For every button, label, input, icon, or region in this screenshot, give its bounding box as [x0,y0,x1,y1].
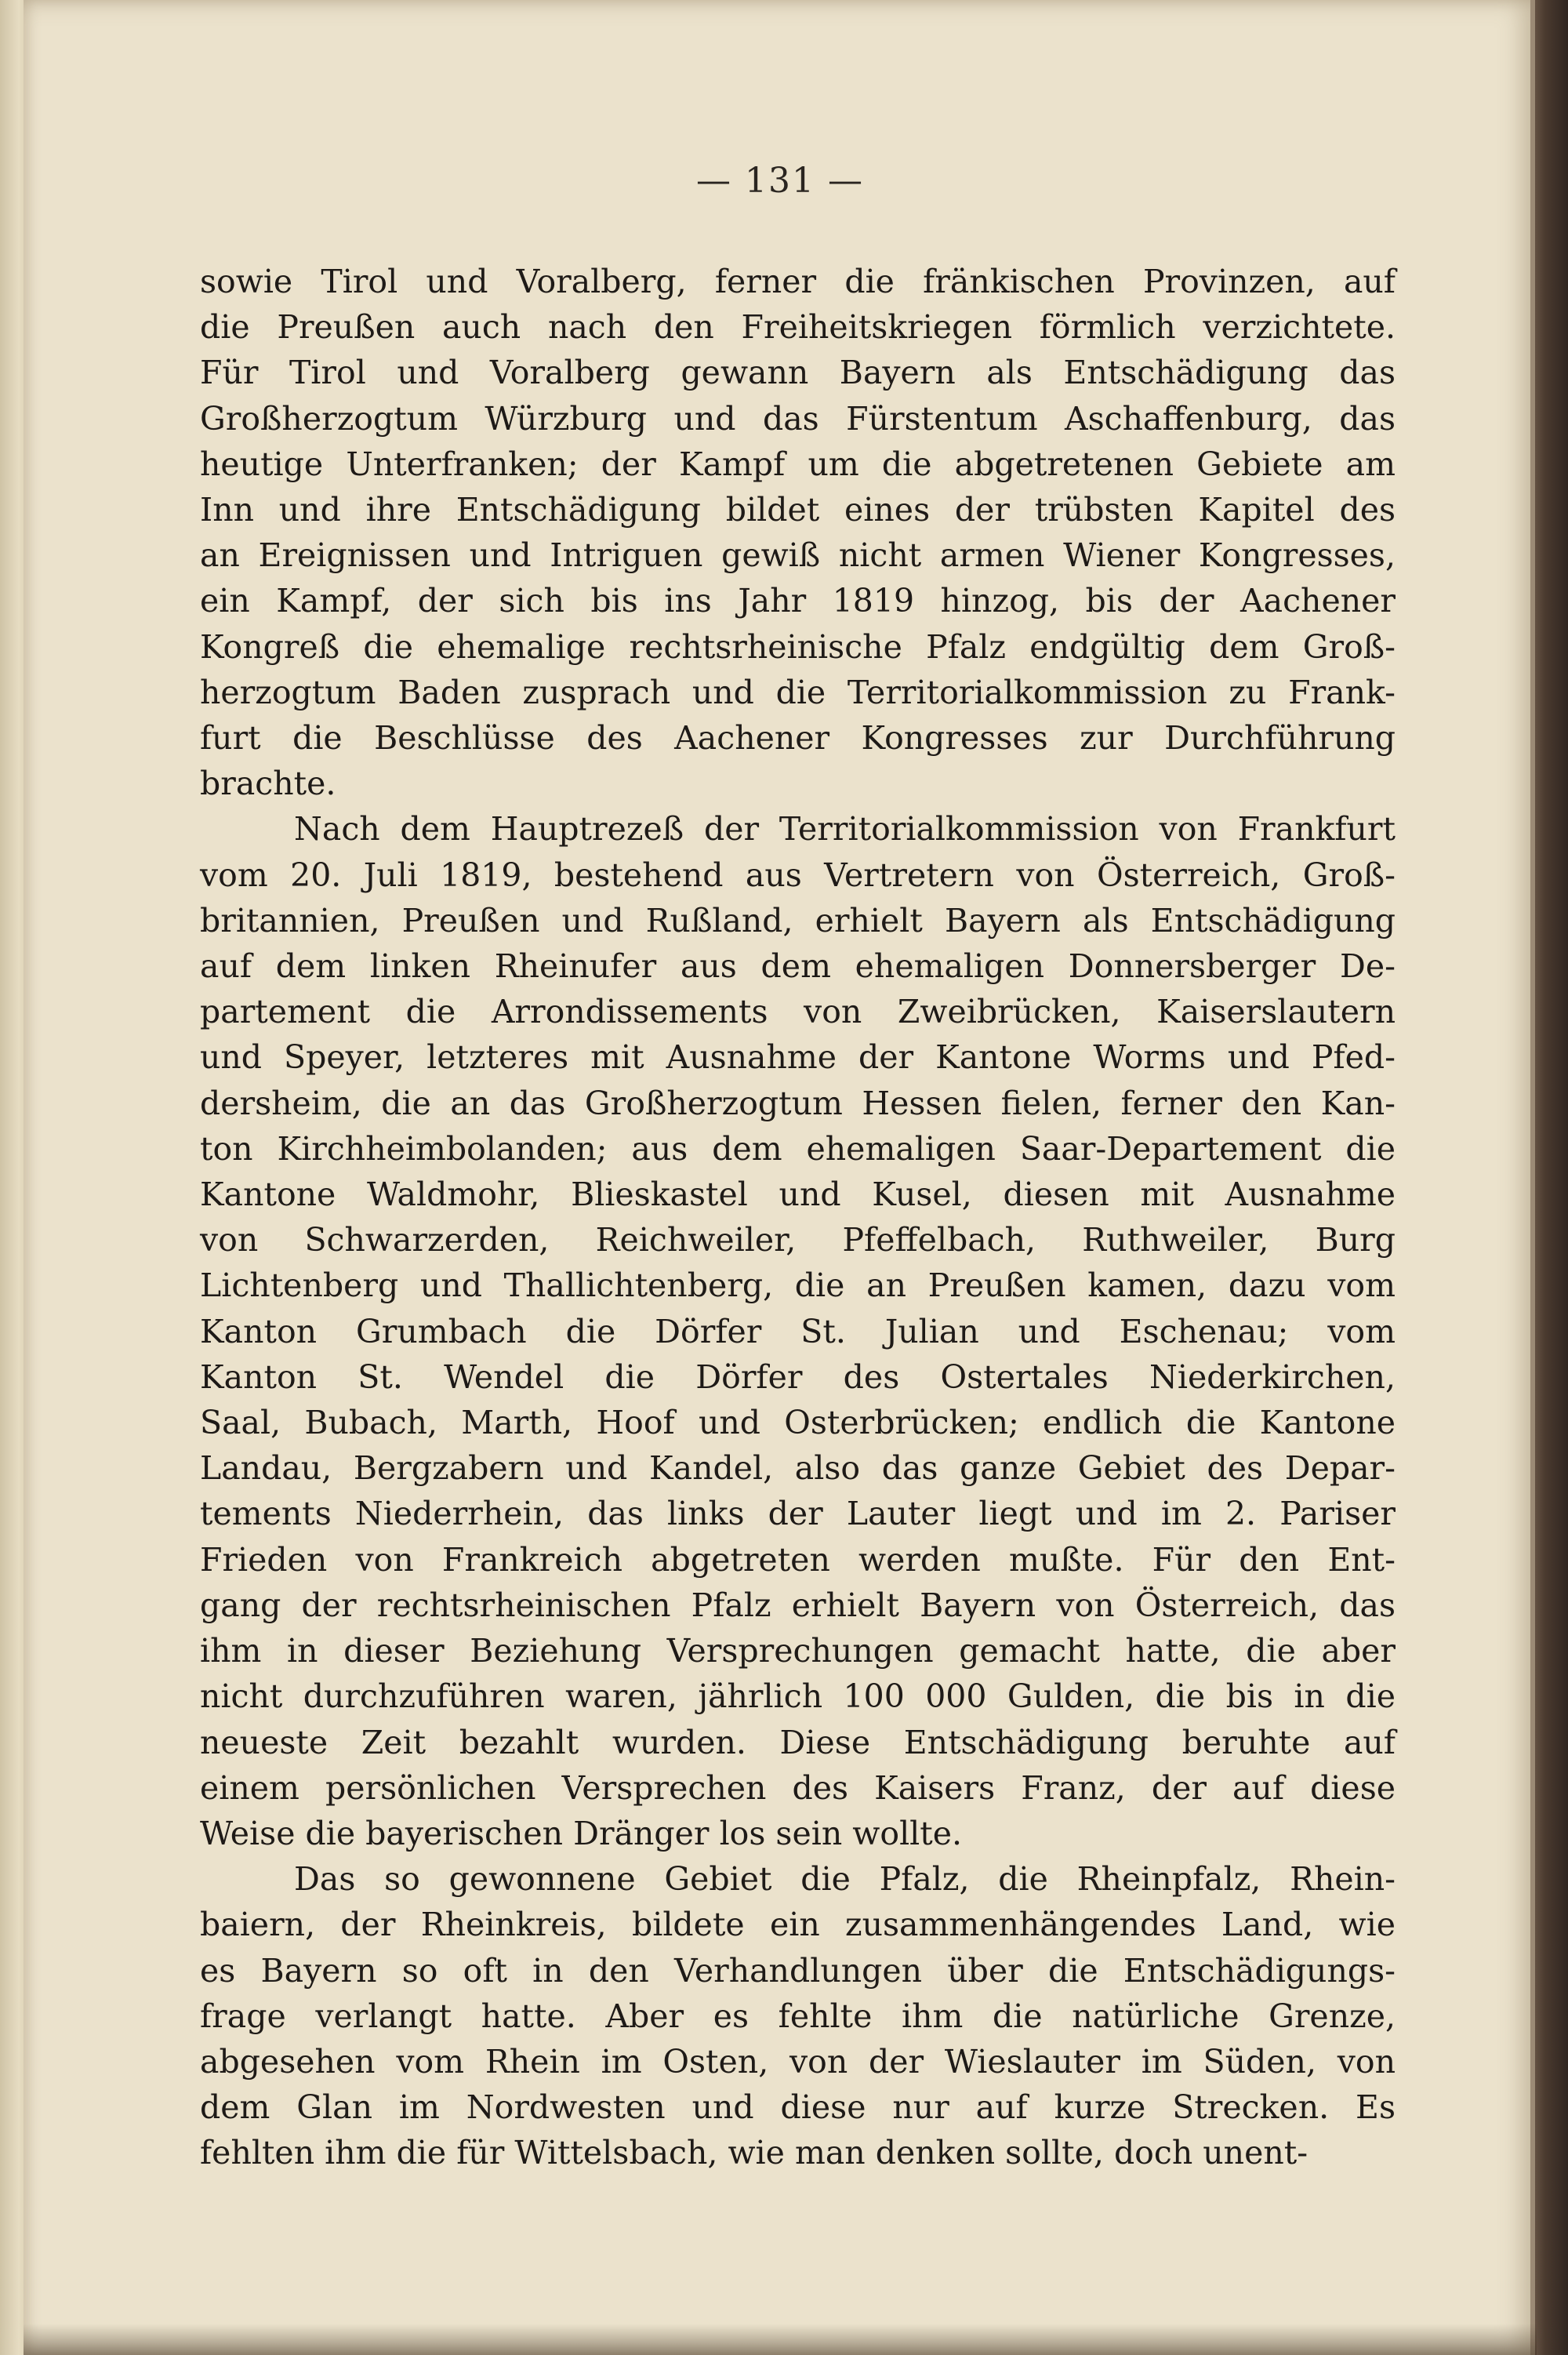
text-line: Kanton St. Wendel die Dörfer des Ostertales Niederkirchen, [200,1357,1396,1396]
text-line: die Preußen auch nach den Freiheitskriegen förmlich verzichtete. [200,308,1396,347]
text-line: Kongreß die ehemalige rechtsrheinische Pfalz endgültig dem Groß- [200,627,1396,666]
text-line: dem Glan im Nordwesten und diese nur auf kurze Strecken. Es [200,2088,1396,2127]
text-line: Inn und ihre Entschädigung bildet eines der trübsten Kapitel des [200,491,1396,529]
paragraph [200,806,1396,1856]
text-line: Nach dem Hauptrezeß der Territorialkommission von Frankfurt [294,810,1396,849]
text-line: furt die Beschlüsse des Aachener Kongresses zur Durchführung [200,719,1396,758]
page-paper [24,0,1537,2355]
text-line: baiern, der Rheinkreis, bildete ein zusammenhängendes Land, wie [200,1906,1396,1944]
text-line: britannien, Preußen und Rußland, erhielt Bayern als Entschädigung [200,901,1396,939]
text-line: heutige Unterfranken; der Kampf um die abgetretenen Gebiete am [200,445,1396,483]
text-line: an Ereignissen und Intriguen gewiß nicht armen Wiener Kongresses, [200,536,1396,575]
paragraph [200,259,1396,806]
text-line: Kanton Grumbach die Dörfer St. Julian und Eschenau; vom [200,1312,1396,1350]
text-line: gang der rechtsrheinischen Pfalz erhielt Bayern von Österreich, das [200,1586,1396,1624]
book-cover-edge [1530,0,1568,2355]
page-bottom-shadow [24,2324,1537,2355]
text-line: ein Kampf, der sich bis ins Jahr 1819 hinzog, bis der Aachener [200,582,1396,620]
page-number: — 131 — [696,161,864,201]
text-line: Großherzogtum Würzburg und das Fürstentum Aschaffenburg, das [200,399,1396,438]
text-line: sowie Tirol und Voralberg, ferner die fränkischen Provinzen, auf [200,263,1396,300]
text-line: es Bayern so oft in den Verhandlungen über die Entschädigungs- [200,1951,1396,1990]
text-line: Kantone Waldmohr, Blieskastel und Kusel, diesen mit Ausnahme [200,1176,1396,1214]
text-line: Das so gewonnene Gebiet die Pfalz, die Rheinpfalz, Rhein- [294,1860,1396,1899]
text-line: Weise die bayerischen Dränger los sein wollte. [200,1814,963,1852]
text-line: dersheim, die an das Großherzogtum Hessen fielen, ferner den Kan- [200,1084,1396,1122]
text-line: fehlten ihm die für Wittelsbach, wie man denken sollte, doch unent- [200,2134,1308,2172]
text-line: frage verlangt hatte. Aber es fehlte ihm die natürliche Grenze, [200,1997,1396,2035]
text-line: Frieden von Frankreich abgetreten werden mußte. Für den Ent- [200,1540,1396,1579]
text-line: Landau, Bergzabern und Kandel, also das ganze Gebiet des Depar- [200,1449,1396,1488]
text-line: abgesehen vom Rhein im Osten, von der Wieslauter im Süden, von [200,2042,1396,2081]
body-text [200,259,1396,2176]
text-line: auf dem linken Rheinufer aus dem ehemaligen Donnersberger De- [200,947,1396,986]
text-line: ihm in dieser Beziehung Versprechungen gemacht hatte, die aber [200,1632,1396,1670]
text-line: nicht durchzuführen waren, jährlich 100 000 Gulden, die bis in die [200,1677,1396,1716]
text-line: von Schwarzerden, Reichweiler, Pfeffelbach, Ruthweiler, Burg [200,1221,1396,1259]
text-line: einem persönlichen Versprechen des Kaisers Franz, der auf diese [200,1768,1396,1807]
text-line: vom 20. Juli 1819, bestehend aus Vertretern von Österreich, Groß- [200,856,1396,894]
text-line: neueste Zeit bezahlt wurden. Diese Entschädigung beruhte auf [200,1723,1396,1761]
text-line: tements Niederrhein, das links der Lauter liegt und im 2. Pariser [200,1495,1396,1533]
text-line: Lichtenberg und Thallichtenberg, die an Preußen kamen, dazu vom [200,1267,1396,1305]
text-line: partement die Arrondissements von Zweibrücken, Kaiserslautern [200,993,1396,1031]
text-line: Für Tirol und Voralberg gewann Bayern als Entschädigung das [200,354,1396,392]
text-line: herzogtum Baden zusprach und die Territorialkommission zu Frank- [200,673,1396,711]
paragraph [200,1856,1396,2175]
text-line: Saal, Bubach, Marth, Hoof und Osterbrücken; endlich die Kantone [200,1404,1396,1442]
text-line: und Speyer, letzteres mit Ausnahme der Kantone Worms und Pfed- [200,1038,1396,1077]
text-line: ton Kirchheimbolanden; aus dem ehemaligen Saar-Departement die [200,1129,1396,1168]
text-line: brachte. [200,765,336,803]
